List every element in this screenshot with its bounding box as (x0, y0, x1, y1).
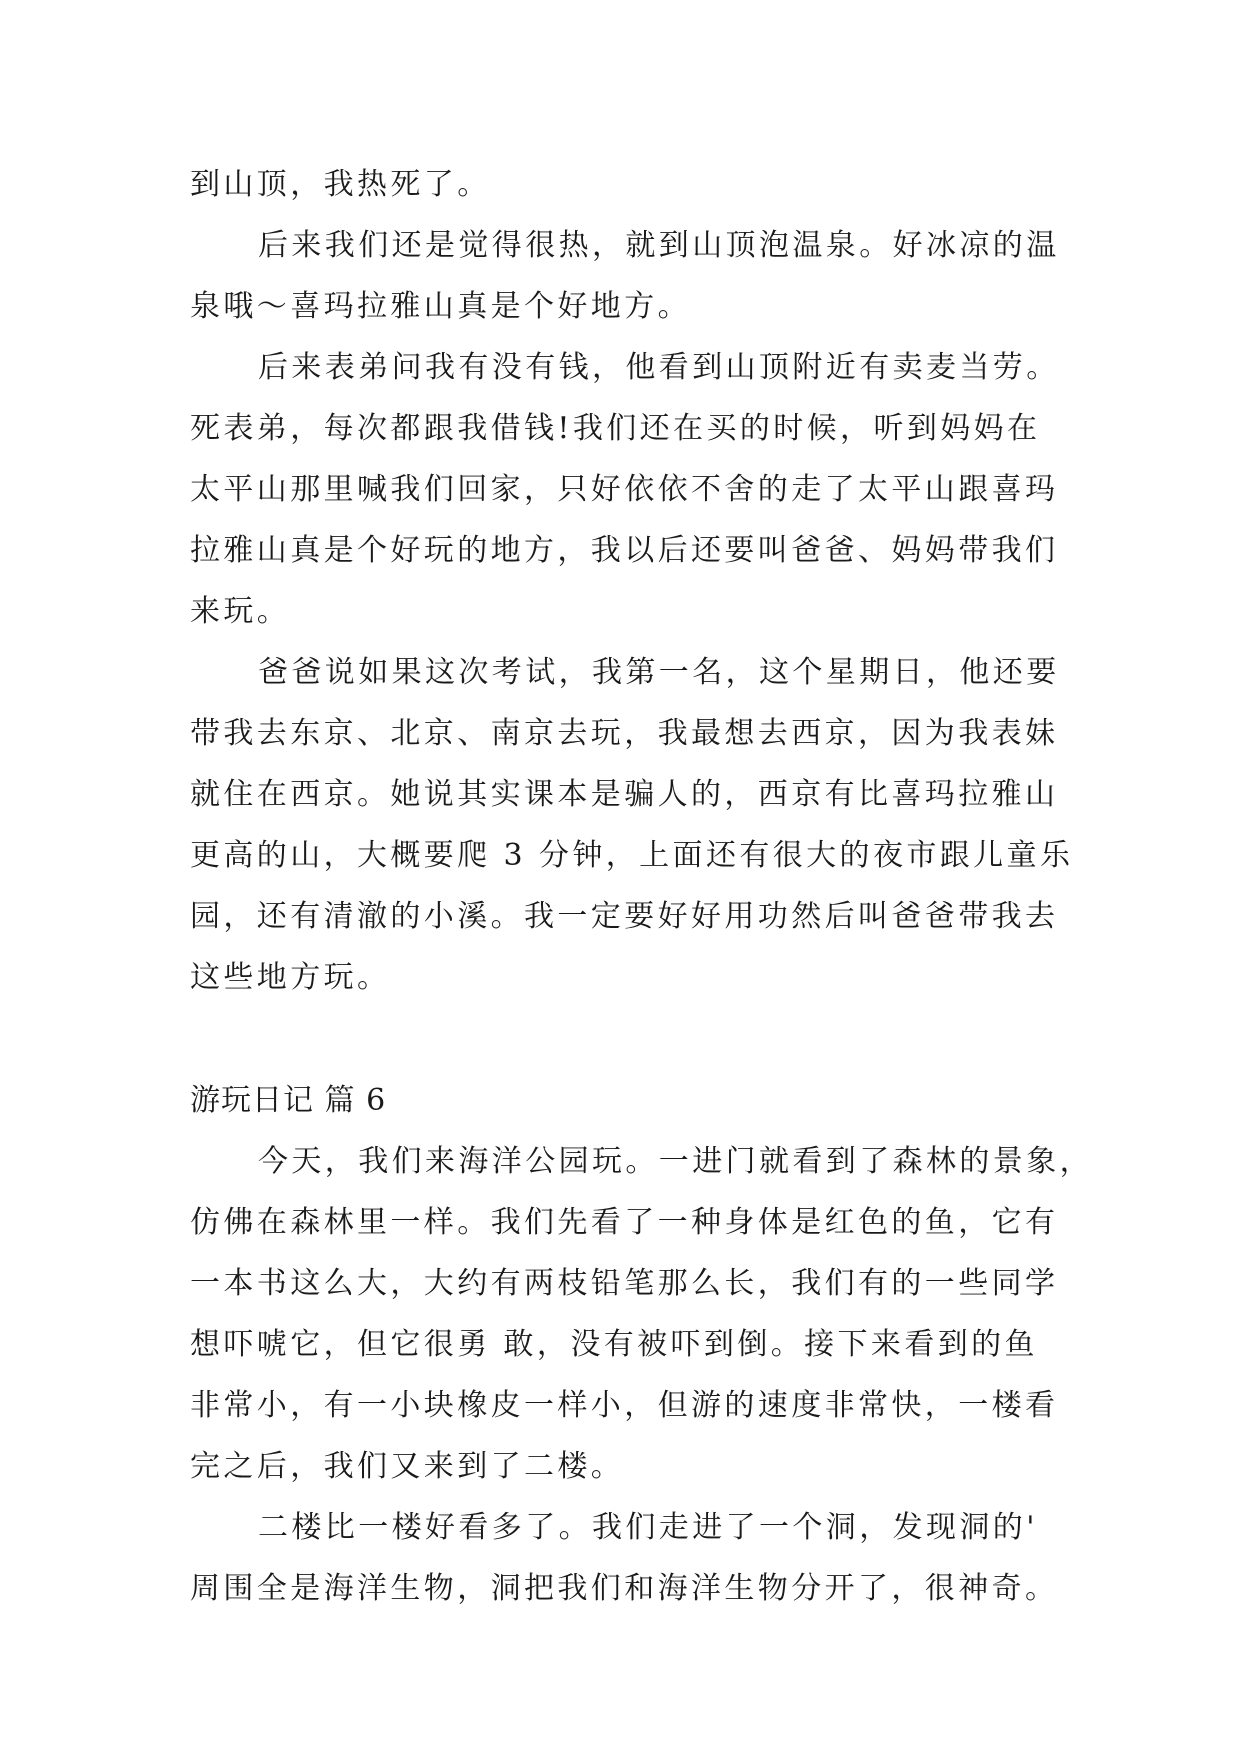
text-line: 死表弟，每次都跟我借钱!我们还在买的时候，听到妈妈在 (190, 411, 1041, 446)
text-line: 完之后，我们又来到了二楼。 (190, 1449, 625, 1484)
text-line: 想吓唬它，但它很勇 敢，没有被吓到倒。接下来看到的鱼 (190, 1327, 1038, 1362)
section-heading: 游玩日记 篇 6 (190, 1083, 387, 1118)
text-line: 爸爸说如果这次考试，我第一名，这个星期日，他还要 (258, 655, 1060, 690)
paragraph (190, 1131, 1093, 1497)
text-line: 仿佛在森林里一样。我们先看了一种身体是红色的鱼，它有 (190, 1205, 1059, 1240)
section-spacer (190, 1008, 1070, 1070)
text-line: 今天，我们来海洋公园玩。一进门就看到了森林的景象， (258, 1144, 1093, 1179)
text-line: 非常小，有一小块橡皮一样小，但游的速度非常快，一楼看 (190, 1388, 1059, 1423)
text-line: 周围全是海洋生物，洞把我们和海洋生物分开了，很神奇。 (190, 1571, 1059, 1606)
text-line: 带我去东京、北京、南京去玩，我最想去西京，因为我表妹 (190, 716, 1059, 751)
paragraph (190, 337, 1070, 642)
paragraph (190, 1497, 1070, 1619)
text-line: 这些地方玩。 (190, 960, 391, 995)
text-line: 泉哦～喜玛拉雅山真是个好地方。 (190, 289, 691, 324)
text-line: 二楼比一楼好看多了。我们走进了一个洞，发现洞的' (258, 1510, 1038, 1545)
text-line: 更高的山，大概要爬 3 分钟，上面还有很大的夜市跟儿童乐 (190, 838, 1074, 873)
text-line: 拉雅山真是个好玩的地方，我以后还要叫爸爸、妈妈带我们 (190, 533, 1059, 568)
text-line: 后来我们还是觉得很热，就到山顶泡温泉。好冰凉的温 (258, 228, 1060, 263)
text-line: 来玩。 (190, 594, 291, 629)
text-line: 园，还有清澈的小溪。我一定要好好用功然后叫爸爸带我去 (190, 899, 1059, 934)
text-line: 到山顶，我热死了。 (190, 167, 491, 202)
paragraph (190, 154, 1070, 215)
text-line: 后来表弟问我有没有钱，他看到山顶附近有卖麦当劳。 (258, 350, 1060, 385)
paragraph (190, 215, 1070, 337)
text-line: 就住在西京。她说其实课本是骗人的，西京有比喜玛拉雅山 (190, 777, 1059, 812)
text-line: 一本书这么大，大约有两枝铅笔那么长，我们有的一些同学 (190, 1266, 1059, 1301)
paragraph (190, 642, 1074, 1008)
document-body (190, 154, 1093, 1619)
text-line: 太平山那里喊我们回家，只好依依不舍的走了太平山跟喜玛 (190, 472, 1059, 507)
